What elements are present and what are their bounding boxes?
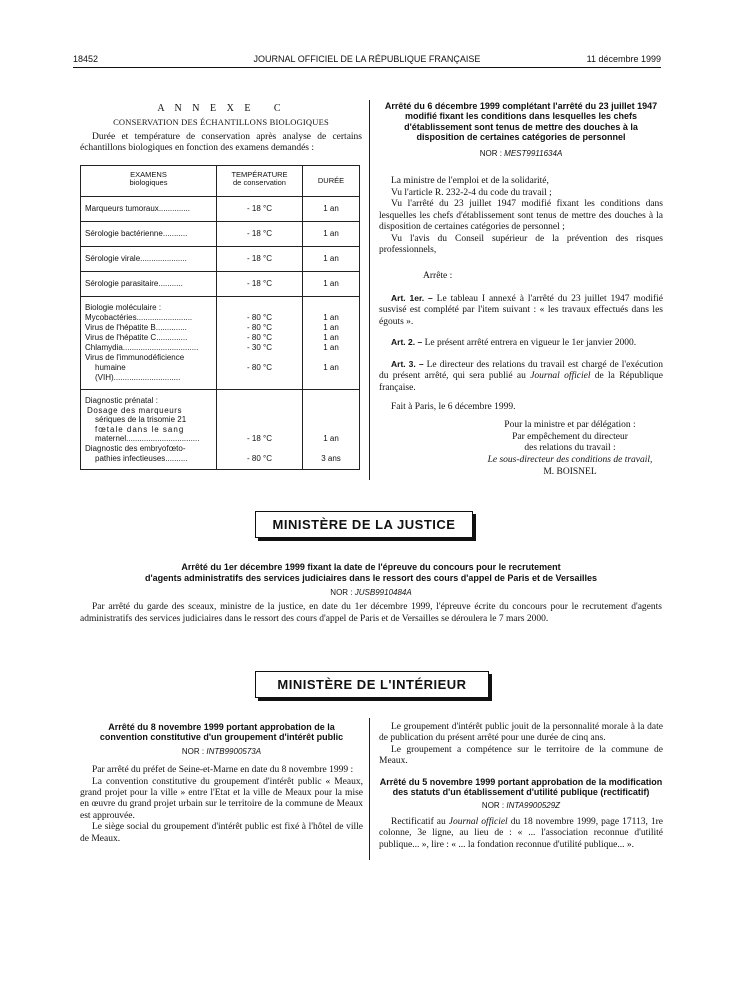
journal-title: JOURNAL OFFICIEL DE LA RÉPUBLIQUE FRANÇAISE — [253, 54, 481, 64]
table-row: Sérologie bactérienne........... - 18 °C 1 an — [81, 222, 360, 247]
column-divider — [369, 718, 370, 860]
arrete-title: Arrêté du 6 décembre 1999 complétant l'arrêté du 23 juillet 1947 modifié fixant les conditions dans lesquelles les chefs d'établissement sont tenus de mettre des douches à la disposition de certaines catégories de personnel — [384, 101, 658, 143]
annex-section — [80, 103, 362, 154]
col-header-duration: DURÉE — [303, 166, 360, 197]
table-row: Diagnostic prénatal : Dosage des marqueurs sériques de la trisomie 21 fœtale dans le sang maternel................................. Diagnostic des embryofœto- pathies infectieuses.......... - 18 °C - 80 °C 1 an 3 ans — [81, 390, 360, 470]
annex-subtitle: CONSERVATION DES ÉCHANTILLONS BIOLOGIQUES — [113, 117, 329, 127]
issue-date: 11 décembre 1999 — [586, 54, 661, 64]
nor-reference: NOR : INTB9900573A — [181, 746, 262, 756]
column-divider — [369, 100, 370, 480]
table-row: Biologie moléculaire : Mycobactéries......................... Virus de l'hépatite B.............. Virus de l'hépatite C.............. Chlamydia.................................. Virus de l'immunodéficience humaine (VIH).............................. - 80 °C - 80 °C - 80 °C - 30 °C - 80 °C 1 an 1 an 1 an 1 an 1 an — [81, 297, 360, 390]
annex-title: A N N E X E C — [157, 103, 285, 114]
table-row: Sérologie virale..................... - 18 °C 1 an — [81, 247, 360, 272]
annex-intro: Durée et température de conservation après analyse de certains échantillons biologiques en fonction des examens demandés : — [80, 132, 362, 154]
samples-table — [80, 165, 360, 470]
arrete-gip-continued: Le groupement d'intérêt public jouit de la personnalité morale à la date de publication du présent arrêté pour une durée de cinq ans. Le groupement a compétence sur le territoire de la commune de Meaux. Arrêté du 5 novembre 1999 portant approbation de la modification des statuts d'un établissement d'utilité publique (rectificatif) NOR : INTA9900529Z Rectificatif au Journal officiel du 18 novembre 1999, page 17113, 1re colonne, 3e ligne, au lieu de : « ... l'association reconnue d'utilité publique... », lire : « ... la fondation reconnue d'utilité publique... ». — [379, 722, 663, 850]
nor-reference: NOR : INTA9900529Z — [481, 801, 561, 811]
table-row: Marqueurs tumoraux.............. - 18 °C 1 an — [81, 197, 360, 222]
nor-reference: NOR : MESТ9911634A — [479, 149, 563, 159]
signature-block: Pour la ministre et par délégation : Par empêchement du directeur des relations du travail : Le sous-directeur des conditions de travail, M. BOISNEL — [487, 420, 653, 477]
page-number: 18452 — [73, 54, 99, 64]
ministry-justice-banner: MINISTÈRE DE LA JUSTICE — [255, 511, 473, 538]
arrete-concours: Arrêté du 1er décembre 1999 fixant la date de l'épreuve du concours pour le recrutement d'agents administratifs des services judiciaires dans le ressort des cours d'appel de Paris et de Versailles NOR : JUSB9910484A Par arrêté du garde des sceaux, ministre de la justice, en date du 1er décembre 1999, l'épreuve écrite du concours pour le recrutement d'agents administratifs des services judiciaires dans le ressort des cours d'appel de Paris et de Versailles se déroulera le 7 mars 2000. — [80, 562, 662, 625]
table-row: Sérologie parasitaire........... - 18 °C 1 an — [81, 272, 360, 297]
page-header — [73, 54, 661, 68]
arrete-rectificatif-title: Arrêté du 5 novembre 1999 portant approbation de la modification des statuts d'un établissement d'utilité publique (rectificatif) — [379, 776, 663, 797]
col-header-exams: EXAMENS biologiques — [81, 166, 217, 197]
ministry-interior-banner: MINISTÈRE DE L'INTÉRIEUR — [255, 671, 489, 698]
arrete-douches: Arrêté du 6 décembre 1999 complétant l'arrêté du 23 juillet 1947 modifié fixant les conditions dans lesquelles les chefs d'établissement sont tenus de mettre des douches à la disposition de certaines catégories de personnel NOR : MESТ9911634A La ministre de l'emploi et de la solidarité, Vu l'article R. 232-2-4 du code du travail ; Vu l'arrêté du 23 juillet 1947 modifié fixant les conditions dans lesquelles les chefs d'établissement sont tenus de mettre des douches à la disposition de certaines catégories de personnel ; Vu l'avis du Conseil supérieur de la prévention des risques professionnels, Arrête : Art. 1er. – Le tableau I annexé à l'arrêté du 23 juillet 1947 modifié susvisé est complété par l'item suivant : « les travaux effectués dans les égouts ». Art. 2. – Le présent arrêté entrera en vigueur le 1er janvier 2000. Art. 3. – Le directeur des relations du travail est chargé de l'exécution du présent arrêté, qui sera publié au Journal officiel de la République française. Fait à Paris, le 6 décembre 1999. Pour la ministre et par délégation : Par empêchement du directeur des relations du travail : Le sous-directeur des conditions de travail, M. BOISNEL — [379, 101, 664, 477]
nor-reference: NOR : JUSB9910484A — [330, 587, 412, 597]
col-header-temperature: TEMPÉRATURE de conservation — [217, 166, 303, 197]
arrete-gip: Arrêté du 8 novembre 1999 portant approbation de la convention constitutive d'un groupement d'intérêt public NOR : INTB9900573A Par arrêté du préfet de Seine-et-Marne en date du 8 novembre 1999 : La convention constitutive du groupement d'intérêt public « Meaux, grand projet pour la ville » entre l'Etat et la ville de Meaux pour la mise en œuvre du grand projet urbain sur le territoire de la commune de Meaux est approuvée. Le siège social du groupement d'intérêt public est fixé à l'hôtel de ville de Meaux. — [80, 722, 363, 844]
